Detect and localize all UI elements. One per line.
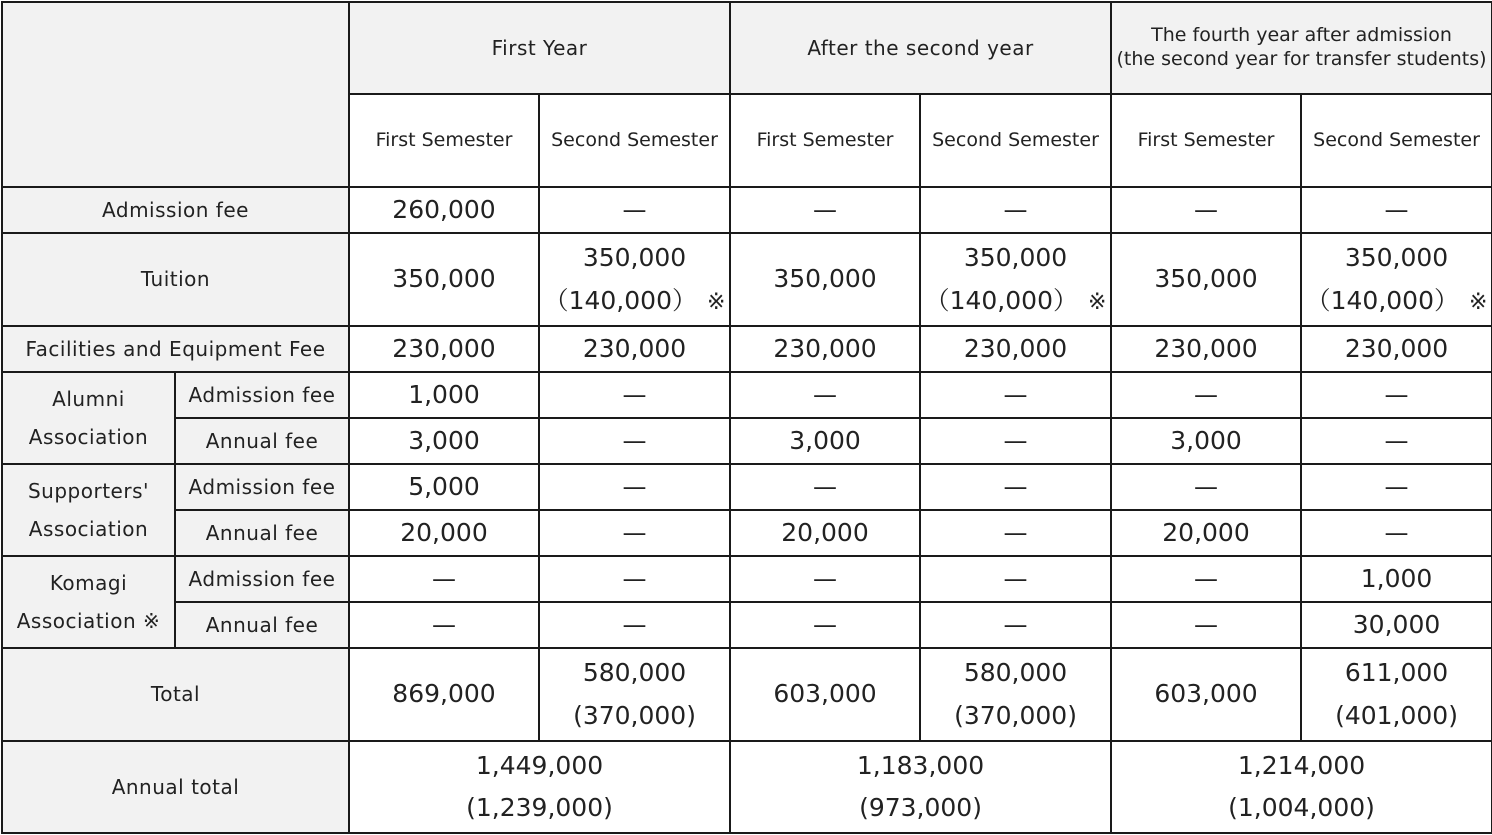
facilities-y1s2: 230,000 (539, 326, 730, 372)
supporters-annual-y2s1: 20,000 (730, 510, 920, 556)
facilities-y4s2: 230,000 (1301, 326, 1492, 372)
alumni-annual-y1s2: — (539, 418, 730, 464)
komagi-admission-y1s1: — (349, 556, 539, 602)
supporters-annual-label: Annual fee (175, 510, 349, 556)
total-y4s2 (1301, 648, 1492, 741)
fee-table (1, 1, 1492, 834)
komagi-label-line1: Komagi (49, 571, 128, 595)
note-mark: ※ (1087, 289, 1107, 315)
supporters-annual-y1s2: — (539, 510, 730, 556)
facilities-y1s1: 230,000 (349, 326, 539, 372)
admission-fee-y2s2: — (920, 187, 1111, 233)
alumni-admission-y1s1: 1,000 (349, 372, 539, 418)
header-fourth-year (1111, 2, 1492, 94)
facilities-y2s2: 230,000 (920, 326, 1111, 372)
supporters-admission-y2s1: — (730, 464, 920, 510)
alumni-admission-y4s1: — (1111, 372, 1301, 418)
annual-total-y1-sub: (1,239,000) (466, 793, 613, 822)
header-y4-first-semester: First Semester (1111, 94, 1301, 187)
note-mark: ※ (1469, 289, 1488, 315)
row-label-annual-total: Annual total (2, 741, 349, 833)
komagi-annual-y1s2: — (539, 602, 730, 648)
alumni-annual-label: Annual fee (175, 418, 349, 464)
annual-total-y2 (730, 741, 1111, 833)
header-y1-first-semester: First Semester (349, 94, 539, 187)
alumni-annual-y4s1: 3,000 (1111, 418, 1301, 464)
alumni-label-line2: Association (28, 425, 149, 449)
total-y1s2-sub: (370,000) (573, 700, 696, 730)
komagi-label-line2: Association ※ (16, 609, 161, 633)
supporters-annual-y2s2: — (920, 510, 1111, 556)
alumni-admission-y2s1: — (730, 372, 920, 418)
komagi-admission-label: Admission fee (175, 556, 349, 602)
supporters-annual-y4s2: — (1301, 510, 1492, 556)
total-y4s2-main: 611,000 (1344, 658, 1449, 687)
tuition-y2s2 (920, 233, 1111, 326)
total-y2s2 (920, 648, 1111, 741)
header-fourth-year-line2: (the second year for transfer students) (1116, 48, 1487, 70)
header-y4-second-semester: Second Semester (1301, 94, 1492, 187)
supporters-admission-y2s2: — (920, 464, 1111, 510)
annual-total-y1-main: 1,449,000 (475, 750, 604, 780)
annual-total-y1 (349, 741, 730, 833)
tuition-y4s2-sub: （140,000） (1305, 285, 1459, 315)
alumni-admission-y4s2: — (1301, 372, 1492, 418)
total-y1s2 (539, 648, 730, 741)
admission-fee-y4s1: — (1111, 187, 1301, 233)
facilities-y4s1: 230,000 (1111, 326, 1301, 372)
supporters-annual-y1s1: 20,000 (349, 510, 539, 556)
header-fourth-year-line1: The fourth year after admission (1151, 24, 1452, 47)
supporters-label-line2: Association (28, 517, 149, 541)
supporters-admission-y1s1: 5,000 (349, 464, 539, 510)
annual-total-y4-sub: (1,004,000) (1228, 793, 1375, 822)
total-y2s2-main: 580,000 (963, 658, 1068, 687)
supporters-admission-y1s2: — (539, 464, 730, 510)
row-group-supporters (2, 464, 175, 556)
tuition-y2s1: 350,000 (730, 233, 920, 326)
komagi-annual-y4s2: 30,000 (1301, 602, 1492, 648)
komagi-annual-y1s1: — (349, 602, 539, 648)
komagi-annual-y2s1: — (730, 602, 920, 648)
row-label-admission-fee: Admission fee (2, 187, 349, 233)
alumni-annual-y2s2: — (920, 418, 1111, 464)
komagi-admission-y2s1: — (730, 556, 920, 602)
komagi-annual-label: Annual fee (175, 602, 349, 648)
komagi-admission-y4s1: — (1111, 556, 1301, 602)
note-mark: ※ (706, 289, 726, 315)
total-y4s1: 603,000 (1111, 648, 1301, 741)
annual-total-y2-main: 1,183,000 (856, 750, 985, 780)
header-after-second-year: After the second year (730, 2, 1111, 94)
header-y2-first-semester: First Semester (730, 94, 920, 187)
alumni-label-line1: Alumni (52, 387, 125, 411)
row-group-komagi (2, 556, 175, 648)
total-y1s1: 869,000 (349, 648, 539, 741)
supporters-annual-y4s1: 20,000 (1111, 510, 1301, 556)
annual-total-y4 (1111, 741, 1492, 833)
admission-fee-y4s2: — (1301, 187, 1492, 233)
supporters-admission-y4s2: — (1301, 464, 1492, 510)
supporters-admission-y4s1: — (1111, 464, 1301, 510)
tuition-y1s2 (539, 233, 730, 326)
tuition-y1s2-sub: （140,000） (543, 285, 697, 315)
facilities-y2s1: 230,000 (730, 326, 920, 372)
komagi-admission-y2s2: — (920, 556, 1111, 602)
tuition-y1s2-main: 350,000 (582, 243, 687, 272)
tuition-y2s2-main: 350,000 (963, 243, 1068, 272)
total-y2s2-sub: (370,000) (954, 700, 1077, 730)
header-y2-second-semester: Second Semester (920, 94, 1111, 187)
supporters-label-line1: Supporters' (27, 479, 149, 503)
tuition-y4s2 (1301, 233, 1492, 326)
alumni-annual-y2s1: 3,000 (730, 418, 920, 464)
corner-cell (2, 2, 349, 187)
komagi-admission-y1s2: — (539, 556, 730, 602)
komagi-admission-y4s2: 1,000 (1301, 556, 1492, 602)
tuition-y1s1: 350,000 (349, 233, 539, 326)
supporters-admission-label: Admission fee (175, 464, 349, 510)
alumni-annual-y1s1: 3,000 (349, 418, 539, 464)
row-label-facilities: Facilities and Equipment Fee (2, 326, 349, 372)
tuition-y4s1: 350,000 (1111, 233, 1301, 326)
alumni-admission-label: Admission fee (175, 372, 349, 418)
tuition-y2s2-sub: （140,000） (924, 285, 1078, 315)
row-label-total: Total (2, 648, 349, 741)
alumni-admission-y2s2: — (920, 372, 1111, 418)
header-first-year: First Year (349, 2, 730, 94)
admission-fee-y2s1: — (730, 187, 920, 233)
row-group-alumni (2, 372, 175, 464)
total-y1s2-main: 580,000 (582, 658, 687, 687)
tuition-y4s2-main: 350,000 (1344, 243, 1449, 272)
alumni-admission-y1s2: — (539, 372, 730, 418)
total-y4s2-sub: (401,000) (1335, 700, 1458, 730)
annual-total-y2-sub: (973,000) (859, 793, 982, 822)
alumni-annual-y4s2: — (1301, 418, 1492, 464)
total-y2s1: 603,000 (730, 648, 920, 741)
komagi-annual-y2s2: — (920, 602, 1111, 648)
row-label-tuition: Tuition (2, 233, 349, 326)
annual-total-y4-main: 1,214,000 (1237, 750, 1366, 780)
admission-fee-y1s2: — (539, 187, 730, 233)
admission-fee-y1s1: 260,000 (349, 187, 539, 233)
header-y1-second-semester: Second Semester (539, 94, 730, 187)
komagi-annual-y4s1: — (1111, 602, 1301, 648)
